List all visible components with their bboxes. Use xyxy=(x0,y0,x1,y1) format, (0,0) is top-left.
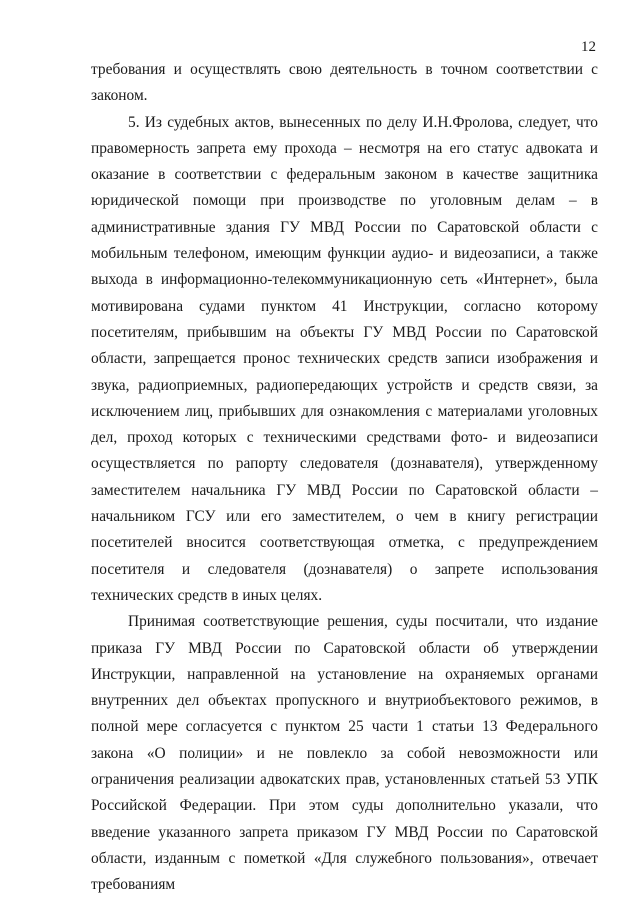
paragraph-court-decisions: Принимая соответствующие решения, суды посчитали, что издание приказа ГУ МВД России по Саратовской области об утверждении Инструкции, направленной на установление на охраняемых органами внутренних дел объектах пропускного и внутриобъектового режимов, в полной мере согласуется с пунктом 25 части 1 статьи 13 Федерального закона «О полиции» и не повлекло за собой невозможности или ограничения реализации адвокатских прав, установленных статьей 53 УПК Российской Федерации. При этом суды дополнительно указали, что введение указанного запрета приказом ГУ МВД России по Саратовской области, изданным с пометкой «Для служебного пользования», отвечает требованиям xyxy=(91,613,598,894)
page-number: 12 xyxy=(581,39,596,55)
paragraph-continuation: требования и осуществлять свою деятельность в точном соответствии с законом. xyxy=(91,61,598,105)
paragraph-item-5: 5. Из судебных актов, вынесенных по делу И.Н.Фролова, следует, что правомерность запрета ему прохода – несмотря на его статус адвоката и оказание в соответствии с федеральным законом в качестве защитника юридической помощи при производстве по уголовным делам – в административные здания ГУ МВД России по Саратовской области с мобильным телефоном, имеющим функции аудио- и видеозаписи, а также выхода в информационно-телекоммуникационную сеть «Интернет», была мотивирована судами пунктом 41 Инструкции, согласно которому посетителям, прибывшим на объекты ГУ МВД России по Саратовской области, запрещается пронос технических средств записи изображения и звука, радиоприемных, радиопередающих устройств и средств связи, за исключением лиц, прибывших для ознакомления с материалами уголовных дел, проход которых с техническими средствами фото- и видеозаписи осуществляется по рапорту следователя (дознавателя), утвержденному заместителем начальника ГУ МВД России по Саратовской области – начальником ГСУ или его заместителем, о чем в книгу регистрации посетителей вносится соответствующая отметка, с предупреждением посетителя и следователя (дознавателя) о запрете использования технических средств в иных целях. xyxy=(91,113,598,604)
document-body xyxy=(91,57,598,899)
